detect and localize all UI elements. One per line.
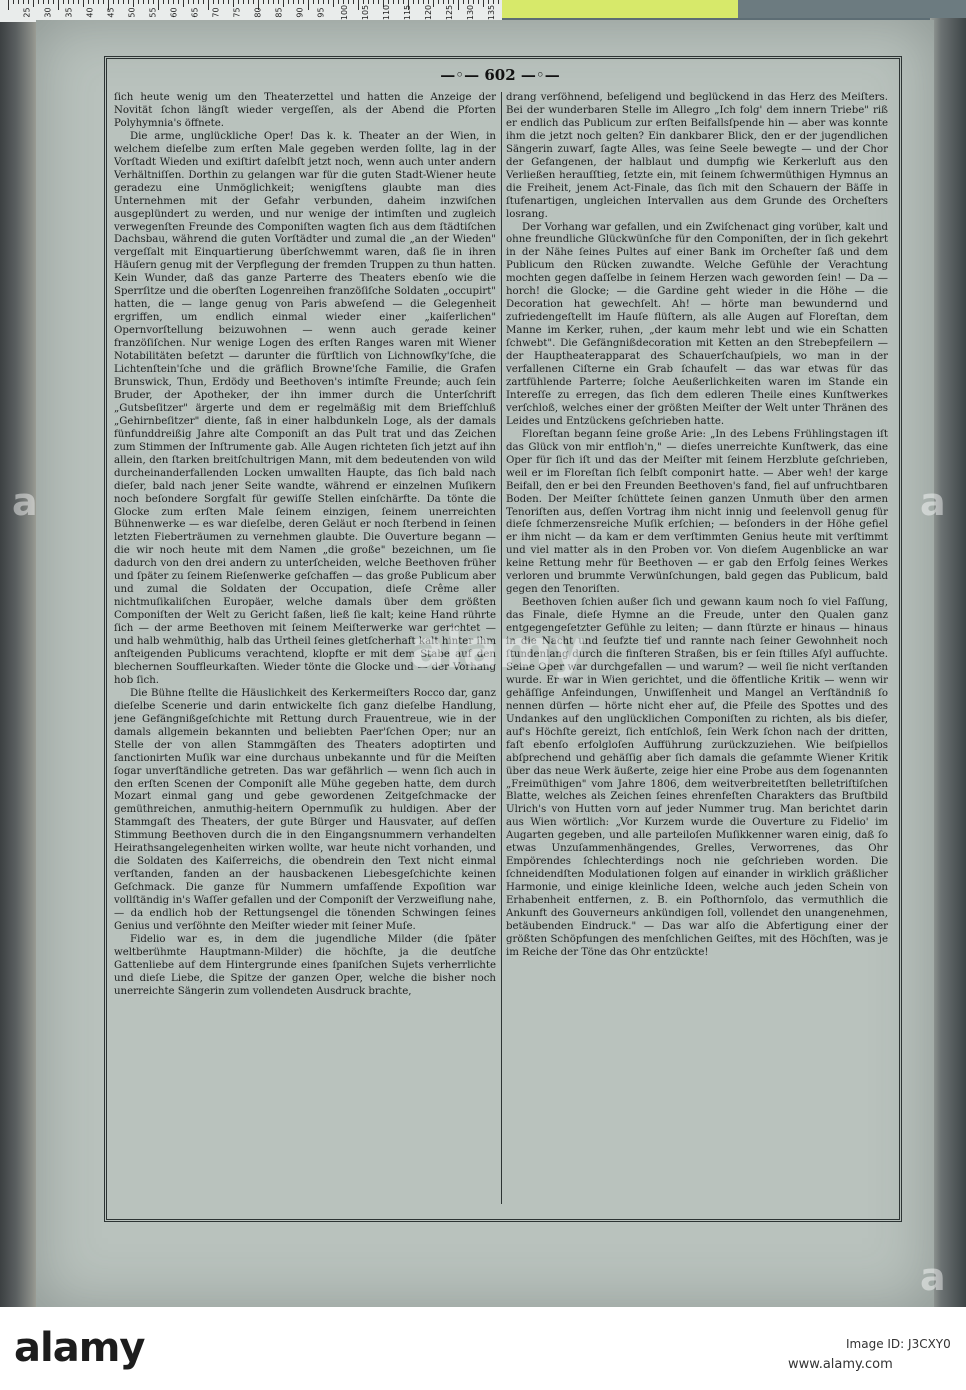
ruler-tick	[288, 0, 289, 4]
ruler-tick	[283, 0, 284, 7]
ruler-tick	[328, 0, 329, 4]
watermark: a	[12, 480, 38, 524]
ruler-tick	[293, 0, 294, 4]
ruler-tick	[423, 0, 424, 4]
ruler-number: 130	[466, 4, 476, 21]
ruler-tick	[498, 0, 499, 4]
ruler-tick	[68, 0, 69, 4]
ruler-number: 25	[22, 7, 32, 18]
ruler-tick	[278, 0, 279, 4]
ruler-tick	[48, 0, 49, 4]
ruler-tick	[393, 0, 394, 4]
ruler-tick	[248, 0, 249, 4]
ruler-tick	[428, 0, 429, 4]
ruler-tick	[208, 0, 209, 10]
ruler-number: 40	[85, 7, 95, 18]
ruler-tick	[83, 0, 84, 7]
paragraph: drang verſöhnend, beſeligend und beglückend in das Herz des Meiſters. Bei der wunderbaren Stelle im Allegro „Ich folg' dem innern Triebe" riß er endlich das Publicum zur erſten Beifallsſpende hin — aber was konnte ihm die jetzt noch gelten? Ein dankbarer Blick, den er der jugendlichen Sängerin zuwarf, ſagte Alles, was ſeine Seele bewegte — und der Chor der Gefangenen, der halblaut und dumpfig wie Kerkerluft aus den Verließen herauſſtieg, ſetzte ein, mit ſeinem ſchwermüthigen Hymnus an die Freiheit, jenem Act-Finale, das ſich mit den Schauern der Bäſſe in ſtufenartigen, ungleichen Intervallen aus dem Grunde des Orcheſters losrang.	[506, 92, 888, 220]
ruler-tick	[103, 0, 104, 4]
ruler-tick	[88, 0, 89, 4]
ruler-tick	[363, 0, 364, 4]
ruler-tick	[148, 0, 149, 4]
ruler-number: 125	[445, 4, 455, 21]
ruler-tick	[263, 0, 264, 4]
watermark: a	[920, 480, 946, 524]
ruler-tick	[353, 0, 354, 4]
ruler-number: 110	[382, 4, 392, 21]
ruler-tick	[358, 0, 359, 10]
paragraph: Die arme, unglückliche Oper! Das k. k. Theater an der Wien, in welchem dieſelbe zum erſten Male gegeben werden ſollte, lag in der Vorſtadt Wieden und exiſtirt daſelbſt jetzt noch, wenn auch unter andern Verhältniſſen. Dorthin zu gelangen war für die guten Stadt-Wiener heute geradezu eine Unmöglichkeit; wenigſtens glaubte man dies Unternehmen mit der Gefahr verbunden, daheim inzwiſchen ausgeplündert zu werden, und nur wenige der intimſten und zugleich verwegenſten Freunde des Componiſten wagten ſich aus dem ſtädtiſchen Dachsbau, während die guten Vorſtädter und zumal die „an der Wieden" vergeſſalt mit Einquartierung überſchwemmt waren, daß ſie in ihren Häuſern genug mit der Verpflegung der fremden Truppen zu thun hatten. Kein Wunder, daß das ganze Parterre des Theaters ebenſo wie die Sperrſitze und die oberſten Logenreihen franzöſiſche Soldaten „occupirt" hatten, die — lange genug von Paris abweſend — die Gelegenheit ergriffen, um endlich einmal wieder einer „kaiſerlichen" Opernvorſtellung beizuwohnen — wenn auch gerade keiner franzöſiſchen. Nur wenige Logen des erſten Ranges waren mit Wiener Notabilitäten beſetzt — darunter die fürſtlich von Lichnowſky'ſche, die Lichtenſtein'ſche und die gräflich Browne'ſche Familie, die Grafen Brunswick, Thun, Erdödy und Beethoven's intimſte Freunde; auch ſein Bruder, der Apotheker, der ihn immer durch die Unterſchrift „Gutsbeſitzer" ärgerte und dem er regelmäßig mit dem Briefſchluß „Gehirnbeſitzer" diente, ſaß in einer halbdunkeln Loge, als der damals fünfunddreißig Jahre alte Componiſt an das Pult trat und das Zeichen zum Stimmen der Inſtrumente gab. Alle Augen richteten ſich jetzt auf ihn allein, den ſtarken breitſchultrigen Mann, mit dem bedeutenden von wild durcheinanderfallenden Locken umwallten Haupte, das ſich bald nach dieſer, bald nach jener Seite wandte, während er einzelnen Muſikern noch beſondere Sorgfalt für gewiſſe Stellen einſchärfte. Da tönte die Glocke zum erſten Male ſeinem einzigen, ſeinem unerreichten Bühnenwerke — es war dieſelbe, deren Geläut er noch ſterbend in ſeinen letzten Fieberträumen zu vernehmen glaubte. Die Ouverture begann — die wir noch heute mit dem Namen „die große" bezeichnen, um ſie dadurch von den drei andern zu unterſcheiden, welche Beethoven früher und ſpäter zu ſeinem Rieſenwerke geſchaffen — das große Publicum aber und zumal die Soldaten der Occupation, dieſe Crême aller nichtmuſikaliſchen Europäer, welche damals über dem größten Componiſten der Welt zu Gericht ſaßen, ließ ſie kalt; keine Hand rührte ſich — der arme Beethoven mit ſeinem Meiſterwerke war gerichtet — und halb wehmüthig, halb das Urtheil ſeines gletſcherhaft kalt hinter ihm anſteigenden Publicums verachtend, klopfte er mit dem Stabe auf den blechernen Souffleurkaſten. Wieder tönte die Glocke und — der Vorhang hob ſich.	[114, 130, 496, 686]
ruler-number: 105	[361, 4, 371, 21]
book-edge-right	[930, 18, 966, 1308]
ruler-number: 80	[253, 7, 263, 18]
ruler-tick	[463, 0, 464, 4]
text-column-left	[114, 92, 496, 1202]
ruler-number: 50	[127, 7, 137, 18]
stock-footer	[0, 1307, 966, 1390]
ruler-tick	[23, 0, 24, 4]
ruler-tick	[458, 0, 459, 10]
ruler-tick	[368, 0, 369, 4]
ruler-number: 30	[43, 7, 53, 18]
ruler-tick	[173, 0, 174, 4]
ruler-number: 60	[169, 7, 179, 18]
page-number	[105, 66, 895, 84]
paragraph: ſich heute wenig um den Theaterzettel und hatten die Anzeige der Novität ſchon längſt wieder vergeſſen, als der Abend die Pforten Polyhymnia's öffnete.	[114, 92, 496, 129]
ruler-number: 85	[274, 7, 284, 18]
ruler-tick	[493, 0, 494, 4]
ruler-tick	[133, 0, 134, 7]
ruler-tick	[13, 0, 14, 4]
page-number-deco-right: —◦—	[515, 66, 560, 84]
paragraph: Die Bühne ſtellte die Häuslichkeit des Kerkermeiſters Rocco dar, ganz dieſelbe Scenerie und darin entwickelte ſich ganz dieſelbe Handlung, jene Gefängnißgeſchichte mit Rettung durch Frauentreue, wie in der damals allgemein bekannten und beliebten Paer'ſchen Oper; nur an Stelle der von allen Stammgäſten des Theaters adoptirten und ſanctionirten Muſik war eine durchaus unbekannte und für die Meiſten ſogar unverſtändliche getreten. Das war gefährlich — wenn ſich auch in den erſten Scenen der Componiſt alle Mühe gegeben hatte, dem durch Mozart einmal gang und gebe gewordenen Zeitgeſchmacke der gemüthreichen, anmuthig-heitern Opernmuſik zu huldigen. Aber der Stammgaſt des Theaters, der gute Bürger und Hausvater, auf deſſen Stimmung Beethoven durch die in den Eingangsnummern verhandelten Heirathsangelegenheiten wirken wollte, war heute nicht vorhanden, und die Soldaten des Kaiſerreichs, die obendrein den Text nicht einmal verſtanden, fanden an der hausbackenen Liebesgeſchichte keinen Geſchmack. Die ganze für Nummern umfaſſende Expoſition war vollſtändig in's Waſſer gefallen und der Componiſt der Verzweiflung nahe, — da endlich hob der Rettungsengel die tönenden Schwingen ſeines Genius und verſöhnte den Meiſter wieder mit ſeiner Muſe.	[114, 687, 496, 932]
ruler-tick	[313, 0, 314, 4]
ruler-number: 120	[424, 4, 434, 21]
ruler-tick	[323, 0, 324, 4]
ruler-number: 95	[316, 7, 326, 18]
stock-brand-logo: alamy	[14, 1325, 145, 1371]
ruler-tick	[188, 0, 189, 4]
ruler-tick	[243, 0, 244, 4]
ruler-tick	[228, 0, 229, 4]
ruler-tick	[473, 0, 474, 4]
ruler-tick	[273, 0, 274, 4]
ruler-number: 70	[211, 7, 221, 18]
ruler-tick	[308, 0, 309, 10]
ruler-tick	[218, 0, 219, 4]
ruler-tick	[388, 0, 389, 4]
ruler-tick	[343, 0, 344, 4]
ruler-tick	[338, 0, 339, 4]
ruler-tick	[8, 0, 9, 10]
ruler-tick	[443, 0, 444, 4]
ruler-tick	[373, 0, 374, 4]
ruler-tick	[58, 0, 59, 10]
watermark: alamy	[410, 620, 587, 680]
ruler-number: 135	[487, 4, 497, 21]
ruler-tick	[298, 0, 299, 4]
ruler-tick	[73, 0, 74, 4]
ruler-tick	[253, 0, 254, 4]
ruler-number: 45	[106, 7, 116, 18]
ruler-tick	[438, 0, 439, 4]
ruler-tick	[378, 0, 379, 4]
text-column-right	[506, 92, 888, 1202]
ruler-number: 100	[340, 4, 350, 21]
ruler-tick	[333, 0, 334, 7]
watermark: a	[920, 1255, 946, 1299]
page-number-value: 602	[484, 66, 516, 84]
ruler-tick	[413, 0, 414, 4]
ruler-number: 115	[403, 4, 413, 21]
ruler-tick	[348, 0, 349, 4]
ruler-tick	[478, 0, 479, 4]
ruler-tick	[63, 0, 64, 4]
ruler-tick	[318, 0, 319, 4]
ruler-tick	[268, 0, 269, 4]
background-gap	[738, 0, 966, 18]
ruler-tick	[483, 0, 484, 7]
ruler-tick	[178, 0, 179, 4]
ruler-tick	[163, 0, 164, 4]
paragraph: Beethoven ſchien außer ſich und gewann kaum noch ſo viel Faſſung, das Finale, dieſe Hymne an die Freude, unter den Qualen ganz entgegengeſetzter Gefühle zu leiten; — dann ſtürzte er hinaus — hinaus in die Nacht und ſeufzte tief und rannte nach ſeiner Gewohnheit noch ſtundenlang durch die finſteren Straßen, bis er ſein ſtilles Aſyl aufſuchte. Seine Oper war durchgefallen — und warum? — weil ſie nicht verſtanden wurde. Er war in Wien gerichtet, und die öffentliche Kritik — wenn wir gehäſſige Anfeindungen, Unwiſſenheit und Mangel an Verſtändniß ſo nennen dürfen — hörte nicht eher auf, die Pfeile des Spottes und des Undankes auf den unglücklichen Componiſten zu richten, als bis dieſer, auf's Höchſte gereizt, ſich entſchloß, ſein Werk ſchon nach der dritten, faſt ebenſo erfolgloſen Aufführung zurückzuziehen. Wie beiſpiellos abſprechend und gehäſſig aber ſich damals die geſammte Wiener Kritik über das neue Werk äußerte, zeige hier eine Probe aus dem ſogenannten „Freimüthigen" vom Jahre 1806, dem weitverbreitetſten belletriſtiſchen Blatte, welches als Zeichen ſeines ehrenfeſten Charakters das Bruſtbild Ulrich's von Hutten vorn auf jeder Nummer trug. Man berichtet darin aus Wien wörtlich: „Vor Kurzem wurde die Ouverture zu Fidelio' im Augarten gegeben, und alle parteiloſen Muſikkenner waren einig, daß ſo etwas Unzuſammenhängendes, Grelles, Verworrenes, das Ohr Empörendes ſchlechterdings noch nie geſchrieben worden. Die ſchneidendſten Modulationen folgen auf einander in wirklich gräßlicher Harmonie, und einige kleinliche Ideen, welche auch jeden Schein von Erhabenheit entfernen, z. B. ein Poſthornſolo, das vermuthlich die Ankunft des Gouverneurs ankündigen ſoll, vollendet den unangenehmen, betäubenden Eindruck." — Das war alſo die Abfertigung einer der größten Schöpfungen des menſchlichen Geiſtes, mit des Höchſten, was je im Reiche der Töne das Ohr entzückte!	[506, 597, 888, 958]
paragraph: Fidelio war es, in dem die jugendliche Milder (die ſpäter weltberühmte Hauptmann-Milder) die höchſte, ja die deutſche Gattenliebe auf dem Hintergrunde eines ſpaniſchen Sujets verherrlichte und dieſe Liebe, die Spitze der ganzen Oper, welche die bisher noch unerreichte Sängerin zum vollendeten Ausdruck brachte,	[114, 933, 496, 997]
yellow-tape-strip	[502, 0, 738, 18]
image-id-label: Image ID: J3CXY0	[846, 1337, 951, 1351]
stock-url: www.alamy.com	[788, 1357, 893, 1372]
ruler-number: 75	[232, 7, 242, 18]
ruler-tick	[33, 0, 34, 7]
ruler-tick	[153, 0, 154, 4]
ruler-tick	[193, 0, 194, 4]
ruler-number: 55	[148, 7, 158, 18]
ruler-tick	[183, 0, 184, 7]
ruler-number: 90	[295, 7, 305, 18]
ruler-tick	[28, 0, 29, 4]
ruler-tick	[128, 0, 129, 4]
ruler-tick	[448, 0, 449, 4]
ruler-tick	[198, 0, 199, 4]
ruler-tick	[168, 0, 169, 4]
ruler-tick	[468, 0, 469, 4]
ruler-tick	[38, 0, 39, 4]
book-spine-left	[0, 22, 40, 1307]
page-number-deco-left: —◦—	[440, 66, 485, 84]
ruler-tick	[303, 0, 304, 4]
ruler-tick	[98, 0, 99, 4]
ruler-tick	[53, 0, 54, 4]
ruler-tick	[78, 0, 79, 4]
paragraph: Floreſtan begann ſeine große Arie: „In des Lebens Frühlingstagen iſt das Glück von mir entfloh'n," — dieſes unerreichte Kunſtwerk, das eine Oper für ſich iſt und das der Meiſter mit ſeinem Herzblute geſchrieben, weil er im Floreſtan ſich ſelbſt componirt hatte. — Aber weh! der karge Beifall, den er bei den Freunden Beethoven's fand, fiel auf unfruchtbaren Boden. Der Meiſter ſchüttete ſeinen ganzen Unmuth über den armen Tenoriſten aus, deſſen Vortrag ihm nicht innig und ſeelenvoll genug für dieſe ſchmerzensreiche Muſik erſchien; — beſonders in der Höhe gefiel er ihm nicht — da kam er dem verſtimmten Genius heute mit verſtimmt und viel matter als in den Proben vor. Von dieſem Augenblicke an war keine Rettung mehr für Beethoven — er gab den Erfolg ſeines Werkes verloren und brummte Verwünſchungen, bald gegen das Publicum, bald gegen den Tenoriſten.	[506, 428, 888, 596]
ruler-tick	[223, 0, 224, 4]
column-divider	[501, 92, 502, 1204]
ruler-tick	[398, 0, 399, 4]
ruler-number: 65	[190, 7, 200, 18]
ruler-tick	[233, 0, 234, 7]
ruler-tick	[238, 0, 239, 4]
ruler-tick	[453, 0, 454, 4]
paragraph: Der Vorhang war gefallen, und ein Zwiſchenact ging vorüber, kalt und ohne freundliche Glückwünſche für den Componiſten, der in ſich gekehrt in der Nähe ſeines Pultes auf einer Bank im Orcheſter ſaß und dem Publicum den Rücken zuwandte. Welche Gefühle der Verachtung mochten gegen daſſelbe in ſeinem Herzen wach geworden ſein! — Da — horch! die Glocke; — die Gardine geht wieder in die Höhe — die Decoration hat gewechſelt. Ah! — hörte man bewundernd und zufriedengeſtellt im Hauſe flüſtern, als alle Augen auf Floreſtan, dem Manne im Kerker, ruhen, „der kaum mehr lebt und wie ein Schatten ſchwebt". Die Gefängnißdecoration mit Ketten an den Strebepfeilern — der Hauptheaterapparat des Schauerſchauſpiels, wo man in der verfallenen Ciſterne ein Grab ſchaufelt — das war etwas für das zartfühlende Parterre; ſolche Aeußerlichkeiten waren im Stande ein Intereſſe zu erregen, das ſich dem edleren Theile eines Kunſtwerkes verſchloß, welches einer der größten Meiſter der Welt unter Thränen des Leides und Entzückens geſchrieben hatte.	[506, 221, 888, 427]
ruler-tick	[18, 0, 19, 4]
ruler-tick	[433, 0, 434, 7]
ruler-tick	[113, 0, 114, 4]
ruler-tick	[123, 0, 124, 4]
ruler-tick	[418, 0, 419, 4]
ruler-tick	[143, 0, 144, 4]
ruler-tick	[403, 0, 404, 4]
ruler-tick	[118, 0, 119, 4]
ruler-tick	[203, 0, 204, 4]
ruler-tick	[158, 0, 159, 10]
ruler-tick	[43, 0, 44, 4]
ruler-number: 35	[64, 7, 74, 18]
ruler-tick	[213, 0, 214, 4]
ruler-tick	[488, 0, 489, 4]
ruler-tick	[93, 0, 94, 4]
ruler-tick	[138, 0, 139, 4]
